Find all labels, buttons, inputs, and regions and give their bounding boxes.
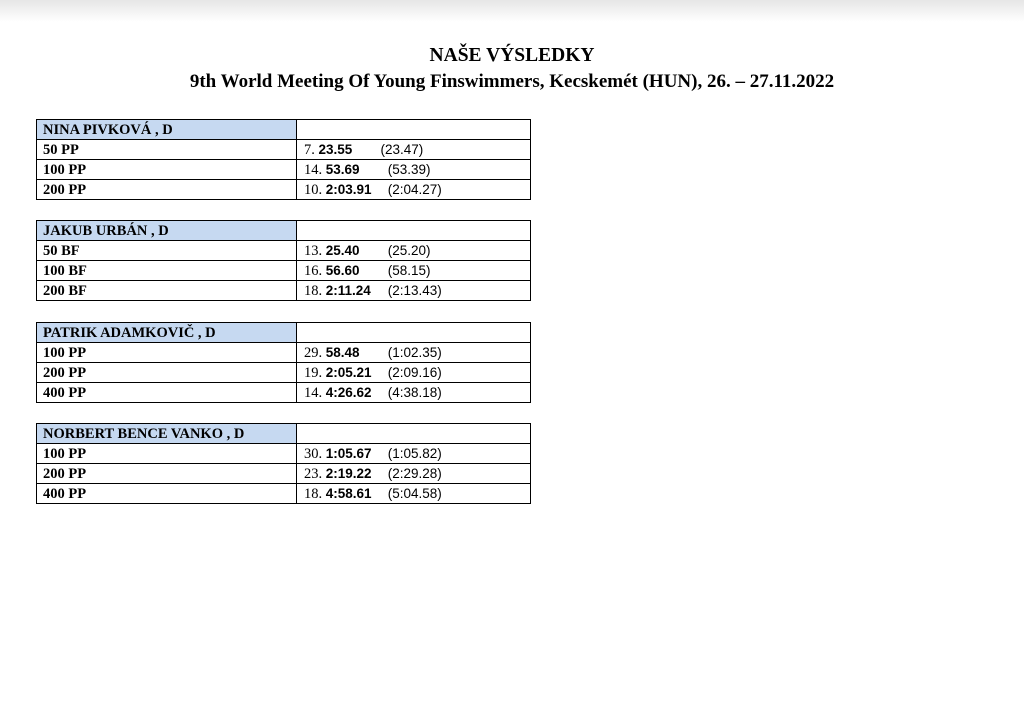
place: 14. (304, 384, 326, 401)
event-name: 200 PP (37, 180, 297, 200)
final-time: 25.40 (325, 242, 360, 258)
result-row (37, 281, 531, 301)
place: 30. (304, 445, 326, 462)
result-cell (297, 464, 531, 484)
personal-best: (53.39) (387, 161, 431, 177)
result-row (37, 444, 531, 464)
result-row (37, 241, 531, 261)
result-row (37, 160, 531, 180)
result-row (37, 383, 531, 403)
result-cell (297, 180, 531, 200)
result-cell (297, 363, 531, 383)
athlete-name: NINA PIVKOVÁ , D (37, 120, 297, 140)
final-time: 2:11.24 (325, 282, 371, 298)
event-name: 50 BF (37, 241, 297, 261)
personal-best: (58.15) (387, 262, 431, 278)
athlete-table (36, 423, 531, 504)
place: 14. (304, 161, 326, 178)
athlete-name: PATRIK ADAMKOVIČ , D (37, 323, 297, 343)
event-name: 200 BF (37, 281, 297, 301)
place: 19. (304, 364, 326, 381)
place: 18. (304, 485, 326, 502)
event-name: 100 PP (37, 160, 297, 180)
result-cell (297, 383, 531, 403)
personal-best: (2:13.43) (387, 282, 442, 298)
result-row (37, 261, 531, 281)
place: 29. (304, 344, 326, 361)
result-cell (297, 484, 531, 504)
personal-best: (4:38.18) (387, 384, 442, 400)
athlete-header-row (37, 323, 531, 343)
result-row (37, 180, 531, 200)
page-subtitle: 9th World Meeting Of Young Finswimmers, Kecskemét (HUN), 26. – 27.11.2022 (189, 71, 835, 92)
personal-best: (25.20) (387, 242, 431, 258)
personal-best: (1:02.35) (387, 344, 442, 360)
athlete-table (36, 220, 531, 301)
page-title: NAŠE VÝSLEDKY (429, 45, 595, 66)
empty-cell (297, 120, 531, 140)
personal-best: (2:29.28) (387, 465, 442, 481)
result-row (37, 343, 531, 363)
place: 7. (304, 141, 319, 158)
event-name: 100 BF (37, 261, 297, 281)
final-time: 58.48 (325, 344, 360, 360)
personal-best: (1:05.82) (387, 445, 442, 461)
place: 23. (304, 465, 326, 482)
result-cell (297, 261, 531, 281)
place: 18. (304, 282, 326, 299)
athlete-name: NORBERT BENCE VANKO , D (37, 424, 297, 444)
athlete-header-row (37, 221, 531, 241)
final-time: 2:05.21 (325, 364, 372, 380)
result-cell (297, 343, 531, 363)
athlete-header-row (37, 120, 531, 140)
result-row (37, 464, 531, 484)
result-cell (297, 160, 531, 180)
athlete-table (36, 322, 531, 403)
event-name: 100 PP (37, 444, 297, 464)
event-name: 200 PP (37, 464, 297, 484)
event-name: 100 PP (37, 343, 297, 363)
final-time: 2:03.91 (325, 181, 372, 197)
place: 16. (304, 262, 326, 279)
result-cell (297, 281, 531, 301)
result-cell (297, 241, 531, 261)
event-name: 400 PP (37, 383, 297, 403)
empty-cell (297, 424, 531, 444)
result-row (37, 363, 531, 383)
final-time: 4:58.61 (325, 485, 372, 501)
top-shadow (0, 0, 1024, 22)
final-time: 2:19.22 (325, 465, 372, 481)
event-name: 200 PP (37, 363, 297, 383)
empty-cell (297, 323, 531, 343)
place: 13. (304, 242, 326, 259)
final-time: 23.55 (318, 141, 353, 157)
athlete-name: JAKUB URBÁN , D (37, 221, 297, 241)
result-row (37, 484, 531, 504)
result-row (37, 140, 531, 160)
event-name: 400 PP (37, 484, 297, 504)
empty-cell (297, 221, 531, 241)
result-cell (297, 444, 531, 464)
personal-best: (23.47) (380, 141, 424, 157)
final-time: 53.69 (325, 161, 360, 177)
personal-best: (2:09.16) (387, 364, 442, 380)
personal-best: (2:04.27) (387, 181, 442, 197)
athlete-header-row (37, 424, 531, 444)
final-time: 56.60 (325, 262, 360, 278)
place: 10. (304, 181, 326, 198)
final-time: 1:05.67 (325, 445, 372, 461)
final-time: 4:26.62 (325, 384, 372, 400)
personal-best: (5:04.58) (387, 485, 442, 501)
result-cell (297, 140, 531, 160)
event-name: 50 PP (37, 140, 297, 160)
athlete-table (36, 119, 531, 200)
